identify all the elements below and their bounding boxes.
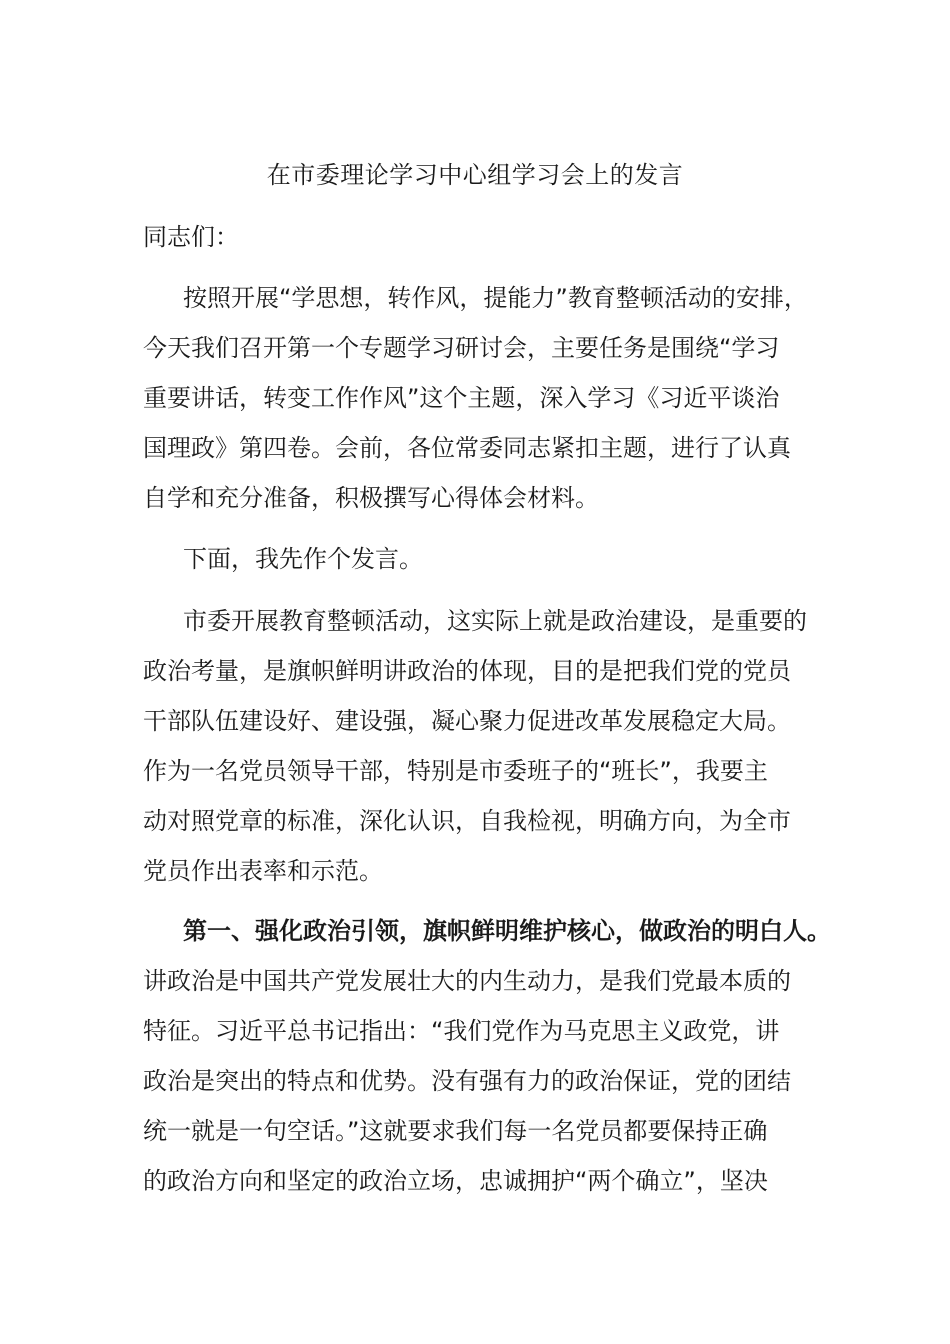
salutation <box>143 212 823 262</box>
paragraph-line: 干部队伍建设好、建设强，凝心聚力促进改革发展稳定大局。 <box>143 707 791 735</box>
paragraph-line: 国理政》第四卷。会前，各位常委同志紧扣主题，进行了认真 <box>143 434 791 462</box>
paragraph-line: 特征。习近平总书记指出：“我们党作为马克思主义政党，讲 <box>143 1017 780 1045</box>
paragraph-line: 自学和充分准备，积极撰写心得体会材料。 <box>143 484 599 512</box>
salutation-text: 同志们： <box>143 223 239 251</box>
paragraph-line: 市委开展教育整顿活动，这实际上就是政治建设，是重要的 <box>183 607 807 635</box>
paragraph-line: 今天我们召开第一个专题学习研讨会，主要任务是围绕“学习 <box>143 334 780 362</box>
document-title: 在市委理论学习中心组学习会上的发言 <box>266 161 684 189</box>
paragraph-4 <box>143 906 831 1206</box>
paragraph-3 <box>143 596 823 896</box>
paragraph-line: 按照开展“学思想，转作风，提能力”教育整顿活动的安排， <box>183 284 808 312</box>
paragraph-line: 动对照党章的标准，深化认识，自我检视，明确方向，为全市 <box>143 807 791 835</box>
paragraph-line: 统一就是一句空话。”这就要求我们每一名党员都要保持正确 <box>143 1117 768 1145</box>
paragraph-1 <box>143 273 823 523</box>
section-heading: 第一、强化政治引领，旗帜鲜明维护核心，做政治的明白人。 <box>183 917 831 945</box>
paragraph-line: 下面，我先作个发言。 <box>183 545 423 573</box>
paragraph-line: 的政治方向和坚定的政治立场，忠诚拥护“两个确立”，坚决 <box>143 1167 768 1195</box>
paragraph-line: 作为一名党员领导干部，特别是市委班子的“班长”，我要主 <box>143 757 768 785</box>
paragraph-2 <box>143 534 823 584</box>
paragraph-line: 党员作出表率和示范。 <box>143 857 383 885</box>
paragraph-line: 重要讲话，转变工作作风”这个主题，深入学习《习近平谈治 <box>143 384 780 412</box>
paragraph-line: 讲政治是中国共产党发展壮大的内生动力，是我们党最本质的 <box>143 967 791 995</box>
paragraph-line: 政治考量，是旗帜鲜明讲政治的体现，目的是把我们党的党员 <box>143 657 791 685</box>
paragraph-line: 政治是突出的特点和优势。没有强有力的政治保证，党的团结 <box>143 1067 791 1095</box>
